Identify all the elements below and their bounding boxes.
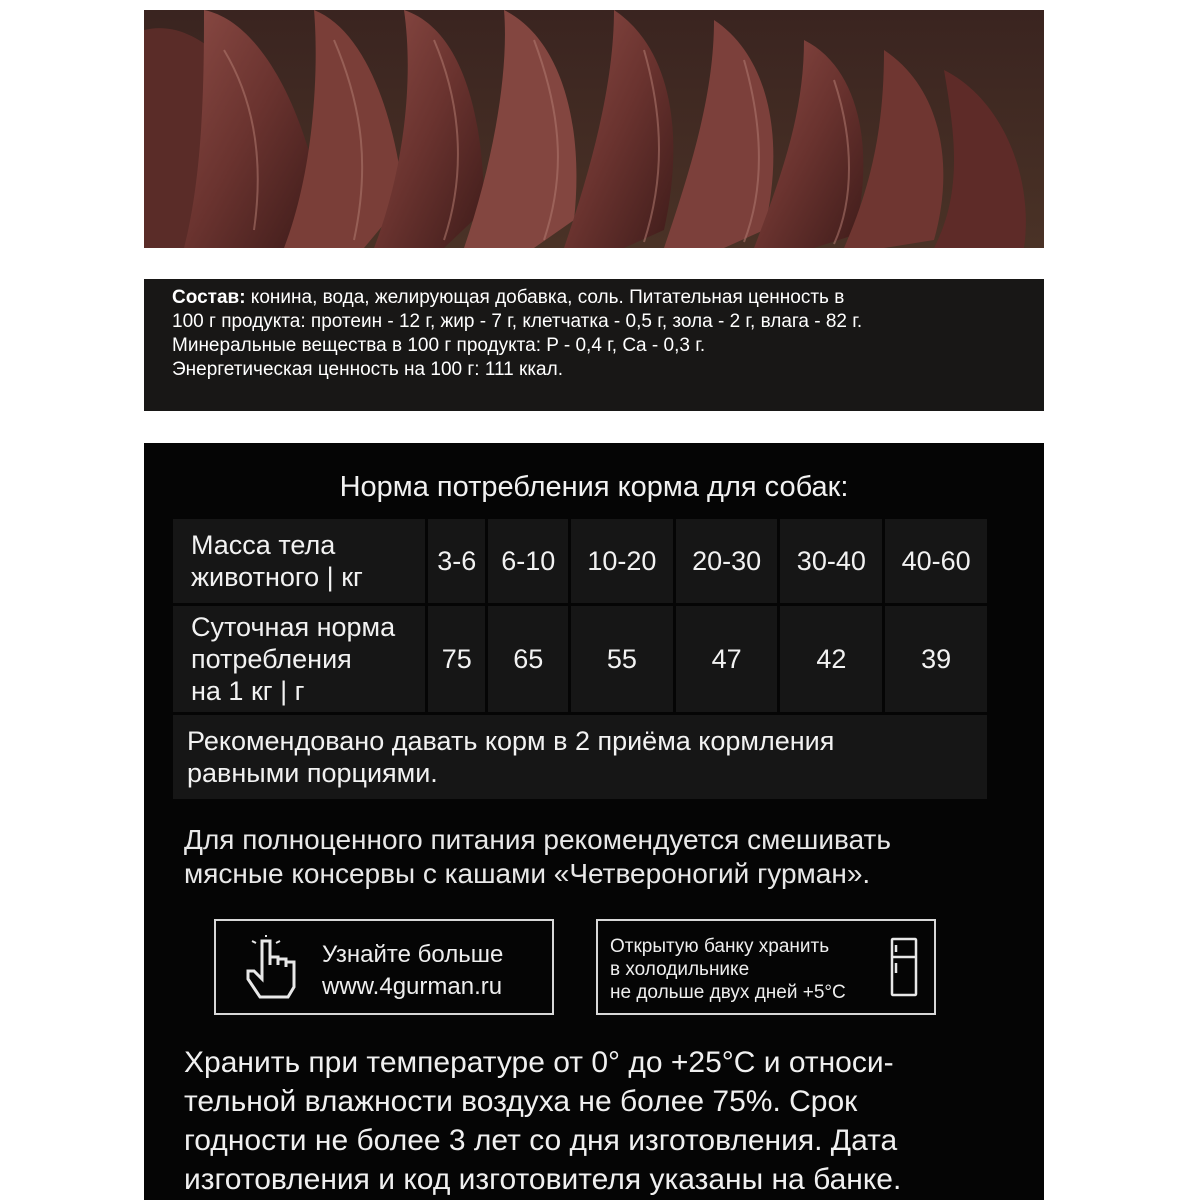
table-row — [173, 519, 987, 603]
daily-cell: 55 — [571, 606, 673, 712]
mix-line: Для полноценного питания рекомендуется смешивать — [184, 824, 891, 855]
info-panel — [144, 443, 1044, 1200]
composition-line-2: 100 г продукта: протеин - 12 г, жир - 7 г, клетчатка - 0,5 г, зола - 2 г, влага - 82 г. — [172, 311, 863, 332]
composition-line-4: Энергетическая ценность на 100 г: 111 ккал. — [172, 359, 563, 380]
table-row — [173, 715, 987, 799]
daily-cell: 65 — [488, 606, 568, 712]
storage-line: тельной влажности воздуха не более 75%. Срок — [184, 1085, 858, 1118]
feeding-title: Норма потребления корма для собак: — [339, 471, 849, 503]
storage-line: изготовления и код изготовителя указаны на банке. — [184, 1163, 902, 1196]
feeding-table — [170, 516, 990, 802]
storage-line: Хранить при температуре от 0° до +25°С и относи- — [184, 1046, 894, 1079]
mix-line: мясные консервы с кашами «Четвероногий гурман». — [184, 858, 871, 889]
daily-label-line: Суточная норма — [191, 612, 396, 642]
fridge-line: не дольше двух дней +5°C — [610, 982, 846, 1003]
weight-cell: 10-20 — [571, 519, 673, 603]
storage-conditions — [184, 1043, 1024, 1199]
daily-label-line: на 1 кг | г — [191, 676, 305, 706]
daily-label — [173, 606, 425, 712]
feeding-note — [173, 715, 987, 799]
feeding-note-line: Рекомендовано давать корм в 2 приёма кормления — [187, 726, 835, 756]
fridge-line: Открытую банку хранить — [610, 936, 830, 957]
fridge-text — [610, 935, 846, 1004]
fridge-icon — [890, 937, 918, 999]
daily-cell: 47 — [676, 606, 778, 712]
composition-line-3: Минеральные вещества в 100 г продукта: P - 0,4 г, Ca - 0,3 г. — [172, 335, 706, 356]
learn-more-text — [322, 939, 503, 1003]
weight-cell: 3-6 — [428, 519, 485, 603]
weight-cell: 40-60 — [885, 519, 987, 603]
weight-cell: 20-30 — [676, 519, 778, 603]
mass-label-line: Масса тела — [191, 530, 336, 560]
table-row — [173, 606, 987, 712]
learn-more-box[interactable] — [214, 919, 554, 1015]
mix-recommendation — [184, 823, 1024, 891]
mass-label — [173, 519, 425, 603]
composition-lead: Состав: — [172, 287, 246, 308]
fridge-line: в холодильнике — [610, 959, 750, 980]
weight-cell: 30-40 — [780, 519, 882, 603]
weight-cell: 6-10 — [488, 519, 568, 603]
meat-photo — [144, 10, 1044, 248]
composition-line-1 — [172, 286, 1024, 310]
learn-more-label: Узнайте больше — [322, 941, 504, 968]
website-link[interactable]: www.4gurman.ru — [322, 973, 503, 1000]
composition-text: конина, вода, желирующая добавка, соль. Питательная ценность в — [245, 287, 845, 308]
daily-label-line: потребления — [191, 644, 352, 674]
hand-pointer-icon — [242, 935, 308, 1005]
fridge-storage-box — [596, 919, 936, 1015]
storage-line: годности не более 3 лет со дня изготовления. Дата — [184, 1124, 898, 1157]
composition-block — [144, 279, 1044, 411]
daily-cell: 75 — [428, 606, 485, 712]
mass-label-line: животного | кг — [191, 562, 363, 592]
daily-cell: 39 — [885, 606, 987, 712]
feeding-note-line: равными порциями. — [187, 758, 438, 788]
daily-cell: 42 — [780, 606, 882, 712]
